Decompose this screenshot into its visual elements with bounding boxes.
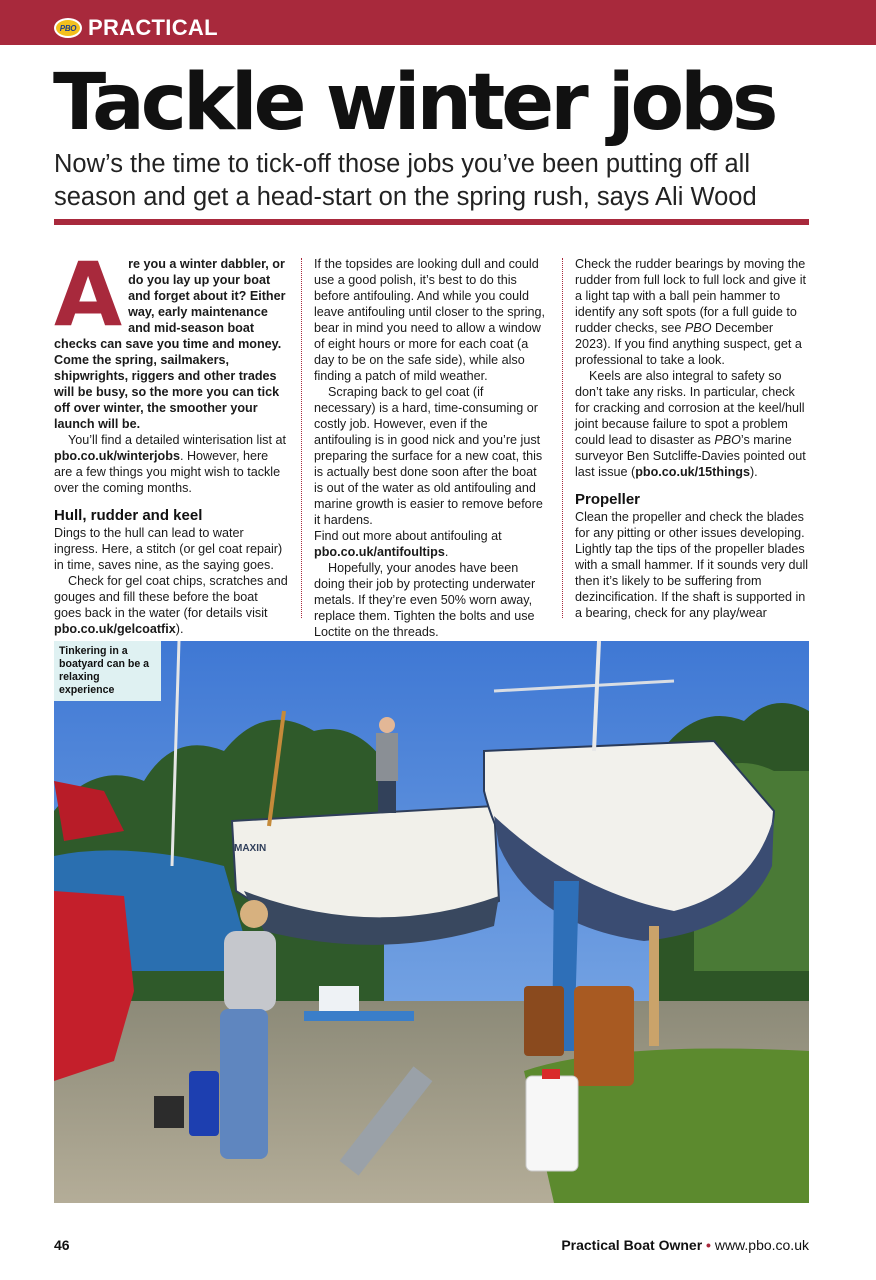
pbo-logo	[54, 18, 82, 38]
text-run: PBO	[714, 433, 741, 447]
paragraph: If the topsides are looking dull and could use a good polish, it’s best to do this before antifouling. And while you could leave antifouling until closer to the spring, bear in mind you need to allow a window of eight hours or more for each coat (a day to be on the safe side), while also finding a patch of mild weather.	[314, 257, 546, 383]
paragraph: Dings to the hull can lead to water ingress. Here, a stitch (or gel coat repair) in time, saves nine, as the saying goes.	[54, 526, 283, 572]
text-run: ’s marine surveyor Ben Sutcliffe-Davies pointed out last issue (	[575, 433, 806, 479]
column-divider	[301, 258, 302, 618]
text-run: ).	[175, 622, 184, 636]
pbo-logo-text: PBO	[59, 23, 77, 33]
subheading-propeller: Propeller	[575, 491, 641, 508]
person-standing-body	[224, 931, 276, 1011]
column-divider	[562, 258, 563, 618]
article-column-3	[575, 256, 809, 621]
website-link[interactable]: www.pbo.co.uk	[714, 1237, 809, 1253]
paragraph	[54, 573, 288, 637]
drop-cap: A	[54, 243, 123, 346]
photo-caption: Tinkering in a boatyard can be a relaxing experience	[54, 641, 161, 701]
text-run: Check the rudder bearings by moving the rudder from full lock to full lock and give it a light tap with a ball pein hammer to identify any soft spots (for a full guide to rudder checks, see	[575, 257, 806, 335]
boatyard-illustration	[54, 641, 809, 1203]
person-on-deck	[376, 733, 398, 781]
oil-drum-2	[574, 986, 634, 1086]
magazine-name: Practical Boat Owner	[561, 1237, 703, 1253]
paragraph: Scraping back to gel coat (if necessary) is a hard, time-consuming or costly job. However, even if the antifouling is in good nick and you’re just preparing the surface for a new coat, this is actually best done soon after the boat is out of the water as old antifouling and marine growth is easier to remove before it hardens.	[314, 385, 543, 527]
link-15things[interactable]: pbo.co.uk/15things	[635, 465, 750, 479]
toolbox	[154, 1096, 184, 1128]
text-run: Keels are also integral to safety so don’t take any risks. In particular, check for cracking and corrosion at the keel/hull joint because failure to spot a problem could lead to disaster as	[575, 369, 805, 447]
person-standing-legs	[220, 1009, 268, 1159]
section-label: PRACTICAL	[88, 15, 218, 40]
hull-name: MAXIN	[234, 843, 267, 854]
paragraph	[575, 368, 809, 480]
text-run: Check for gel coat chips, scratches and gouges and fill these before the boat goes back in the water (for details visit	[54, 574, 288, 620]
paragraph	[54, 432, 288, 496]
link-winterjobs[interactable]: pbo.co.uk/winterjobs	[54, 449, 180, 463]
person-on-deck-legs	[378, 781, 396, 813]
folding-table	[304, 1011, 414, 1021]
text-run: December 2023). If you find anything suspect, get a professional to take a look.	[575, 321, 802, 367]
paint-tins	[319, 986, 359, 1011]
intro-paragraph	[54, 243, 288, 432]
oil-drum-1	[524, 986, 564, 1056]
text-run: PBO	[684, 321, 712, 335]
footer-separator: •	[706, 1237, 711, 1253]
link-antifoultips[interactable]: pbo.co.uk/antifoultips	[314, 545, 445, 559]
text-run: You’ll find a detailed winterisation list at	[68, 433, 286, 447]
paragraph: Hopefully, your anodes have been doing their job by protecting underwater metals. If they’re even 50% worn away, replace them. Tighten the bolts and use Loctite on the threads.	[314, 561, 536, 639]
page-number: 46	[54, 1237, 70, 1253]
water-container-cap	[542, 1069, 560, 1079]
headline-rule	[54, 219, 809, 225]
footer-credit	[561, 1237, 809, 1253]
article-column-2	[314, 256, 548, 640]
paragraph	[314, 528, 548, 560]
water-container	[526, 1076, 578, 1171]
blue-bag	[189, 1071, 219, 1136]
text-run: .	[444, 545, 449, 559]
text-run: ).	[749, 465, 758, 479]
subheading-hull: Hull, rudder and keel	[54, 507, 203, 524]
paragraph	[575, 256, 809, 368]
headline: Tackle winter jobs	[53, 58, 775, 148]
article-column-1	[54, 243, 288, 637]
boatyard-photo	[54, 641, 809, 1203]
standfirst: Now’s the time to tick-off those jobs you’ve been putting off all season and get a head-start on the spring rush, says Ali Wood	[54, 150, 757, 211]
text-run: . However, here are a few things you might wish to tackle over the coming months.	[54, 449, 281, 495]
paragraph: Clean the propeller and check the blades for any pitting or other issues developing. Lightly tap the tips of the propeller blades with a small hammer. If it sounds very dull then it’s likely to be suffering from dezincification. If the shaft is supported in a bearing, check for any play/wear	[575, 510, 809, 620]
boat-stand	[649, 926, 659, 1046]
intro-lead: re you a winter dabbler, or do you lay up your boat and forget about it? Either way, early maintenance and mid-season boat checks can save you time and money. Come the spring, sailmakers, shipwrights, riggers and other trades will be busy, so the more you can tick off over winter, the smoother your launch will be.	[54, 257, 286, 431]
text-run: Find out more about antifouling at	[314, 529, 502, 543]
person-on-deck-head	[379, 717, 395, 733]
person-standing-head	[240, 900, 268, 928]
link-gelcoatfix[interactable]: pbo.co.uk/gelcoatfix	[54, 622, 176, 636]
